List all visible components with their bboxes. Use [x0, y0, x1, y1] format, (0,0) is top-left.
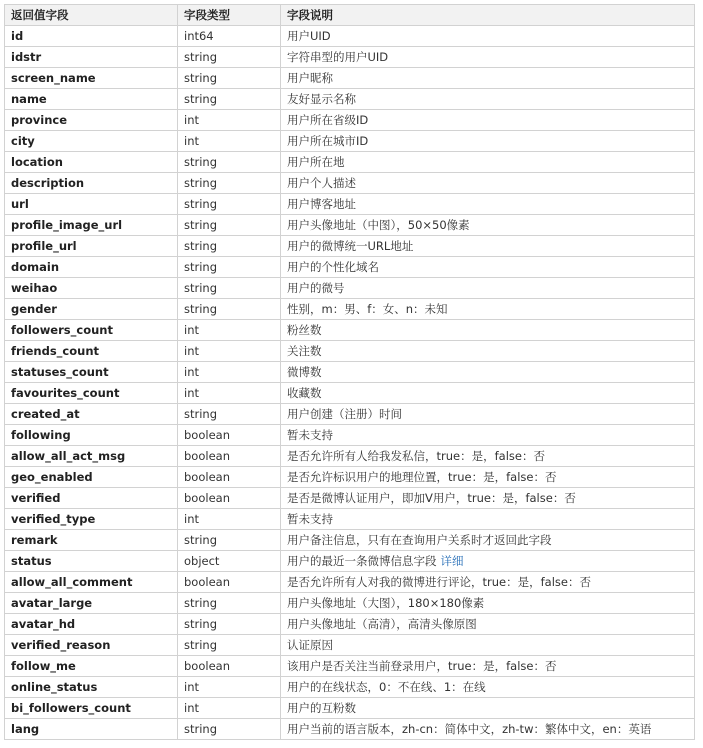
table-row — [5, 152, 695, 173]
field-description-cell — [281, 446, 695, 467]
field-name-cell: friends_count — [5, 341, 178, 362]
field-description-cell — [281, 488, 695, 509]
field-type-cell: int — [178, 131, 281, 152]
field-description-text: 暂未支持 — [287, 512, 333, 526]
field-description-cell — [281, 26, 695, 47]
field-type-cell: int — [178, 110, 281, 131]
field-description-text: 认证原因 — [287, 638, 333, 652]
table-row — [5, 635, 695, 656]
field-name-cell: lang — [5, 719, 178, 740]
field-type-cell: boolean — [178, 572, 281, 593]
field-description-text: 用户所在城市ID — [287, 134, 369, 148]
field-type-cell: string — [178, 194, 281, 215]
field-name-cell: verified_reason — [5, 635, 178, 656]
field-description-text: 用户的个性化域名 — [287, 260, 379, 274]
field-name-cell: url — [5, 194, 178, 215]
field-description-text: 用户所在地 — [287, 155, 345, 169]
table-row — [5, 467, 695, 488]
field-name-cell: created_at — [5, 404, 178, 425]
field-name-cell: location — [5, 152, 178, 173]
field-description-cell — [281, 551, 695, 572]
field-description-cell — [281, 341, 695, 362]
field-description-cell — [281, 698, 695, 719]
field-type-cell: string — [178, 236, 281, 257]
field-type-cell: string — [178, 89, 281, 110]
field-type-cell: string — [178, 278, 281, 299]
table-row — [5, 299, 695, 320]
field-type-cell: boolean — [178, 467, 281, 488]
table-row — [5, 47, 695, 68]
field-name-cell: status — [5, 551, 178, 572]
field-description-text: 用户当前的语言版本，zh-cn：简体中文，zh-tw：繁体中文，en：英语 — [287, 722, 652, 736]
table-row — [5, 488, 695, 509]
field-name-cell: profile_url — [5, 236, 178, 257]
field-description-text: 用户创建（注册）时间 — [287, 407, 402, 421]
field-name-cell: id — [5, 26, 178, 47]
field-description-cell — [281, 215, 695, 236]
table-row — [5, 215, 695, 236]
field-description-text: 友好显示名称 — [287, 92, 356, 106]
table-row — [5, 614, 695, 635]
field-description-cell — [281, 194, 695, 215]
table-row — [5, 131, 695, 152]
field-type-cell: int64 — [178, 26, 281, 47]
field-type-cell: string — [178, 299, 281, 320]
field-name-cell: followers_count — [5, 320, 178, 341]
field-type-cell: string — [178, 635, 281, 656]
field-description-text: 字符串型的用户UID — [287, 50, 389, 64]
field-description-cell — [281, 614, 695, 635]
field-name-cell: weihao — [5, 278, 178, 299]
table-row — [5, 593, 695, 614]
field-name-cell: verified_type — [5, 509, 178, 530]
header-field: 返回值字段 — [5, 5, 178, 26]
field-description-text: 微博数 — [287, 365, 322, 379]
field-type-cell: int — [178, 362, 281, 383]
field-name-cell: domain — [5, 257, 178, 278]
table-row — [5, 698, 695, 719]
table-row — [5, 341, 695, 362]
field-name-cell: verified — [5, 488, 178, 509]
field-description-text: 用户UID — [287, 29, 331, 43]
field-type-cell: string — [178, 593, 281, 614]
field-name-cell: avatar_large — [5, 593, 178, 614]
field-name-cell: remark — [5, 530, 178, 551]
header-row — [5, 5, 695, 26]
field-type-cell: string — [178, 614, 281, 635]
field-name-cell: screen_name — [5, 68, 178, 89]
field-name-cell: follow_me — [5, 656, 178, 677]
field-type-cell: string — [178, 47, 281, 68]
header-description: 字段说明 — [281, 5, 695, 26]
field-type-cell: string — [178, 152, 281, 173]
field-name-cell: online_status — [5, 677, 178, 698]
field-description-text: 用户昵称 — [287, 71, 333, 85]
table-row — [5, 656, 695, 677]
field-type-cell: int — [178, 320, 281, 341]
table-row — [5, 68, 695, 89]
field-description-cell — [281, 320, 695, 341]
field-description-cell — [281, 719, 695, 740]
field-description-cell — [281, 110, 695, 131]
table-row — [5, 110, 695, 131]
table-row — [5, 383, 695, 404]
field-description-cell — [281, 425, 695, 446]
field-description-cell — [281, 593, 695, 614]
field-description-text: 关注数 — [287, 344, 322, 358]
field-type-cell: int — [178, 677, 281, 698]
table-row — [5, 572, 695, 593]
field-description-cell — [281, 278, 695, 299]
field-name-cell: description — [5, 173, 178, 194]
field-description-text: 该用户是否关注当前登录用户，true：是，false：否 — [287, 659, 557, 673]
table-row — [5, 26, 695, 47]
field-description-text: 用户头像地址（高清），高清头像原图 — [287, 617, 477, 631]
field-type-cell: string — [178, 530, 281, 551]
field-type-cell: boolean — [178, 656, 281, 677]
field-description-cell — [281, 362, 695, 383]
field-type-cell: int — [178, 509, 281, 530]
table-row — [5, 551, 695, 572]
field-description-text: 用户所在省级ID — [287, 113, 369, 127]
table-row — [5, 320, 695, 341]
field-name-cell: province — [5, 110, 178, 131]
field-description-text: 是否允许所有人给我发私信，true：是，false：否 — [287, 449, 545, 463]
field-name-cell: allow_all_comment — [5, 572, 178, 593]
field-type-cell: string — [178, 173, 281, 194]
field-description-text: 用户的微号 — [287, 281, 345, 295]
field-description-cell — [281, 572, 695, 593]
table-row — [5, 719, 695, 740]
field-type-cell: int — [178, 341, 281, 362]
field-description-cell — [281, 152, 695, 173]
table-row — [5, 509, 695, 530]
field-type-cell: boolean — [178, 488, 281, 509]
field-description-text: 性别，m：男、f：女、n：未知 — [287, 302, 448, 316]
field-description-text: 用户备注信息，只有在查询用户关系时才返回此字段 — [287, 533, 552, 547]
field-name-cell: gender — [5, 299, 178, 320]
field-description-cell — [281, 131, 695, 152]
field-description-text: 暂未支持 — [287, 428, 333, 442]
field-description-cell — [281, 383, 695, 404]
table-row — [5, 194, 695, 215]
field-description-text: 是否允许标识用户的地理位置，true：是，false：否 — [287, 470, 557, 484]
table-row — [5, 446, 695, 467]
field-description-text: 用户的互粉数 — [287, 701, 356, 715]
field-description-cell — [281, 509, 695, 530]
field-description-cell — [281, 404, 695, 425]
field-name-cell: bi_followers_count — [5, 698, 178, 719]
field-type-cell: string — [178, 68, 281, 89]
field-type-cell: object — [178, 551, 281, 572]
field-description-cell — [281, 173, 695, 194]
field-description-text: 用户的微博统一URL地址 — [287, 239, 414, 253]
field-name-cell: favourites_count — [5, 383, 178, 404]
field-name-cell: following — [5, 425, 178, 446]
field-type-cell: boolean — [178, 425, 281, 446]
field-name-cell: allow_all_act_msg — [5, 446, 178, 467]
table-row — [5, 236, 695, 257]
field-name-cell: profile_image_url — [5, 215, 178, 236]
field-description-text: 用户个人描述 — [287, 176, 356, 190]
field-description-cell — [281, 656, 695, 677]
table-body — [5, 26, 695, 740]
field-description-text: 是否允许所有人对我的微博进行评论，true：是，false：否 — [287, 575, 591, 589]
field-description-text: 收藏数 — [287, 386, 322, 400]
field-description-cell — [281, 677, 695, 698]
field-description-text: 用户的在线状态，0：不在线、1：在线 — [287, 680, 486, 694]
field-description-cell — [281, 68, 695, 89]
field-description-cell — [281, 89, 695, 110]
field-description-cell — [281, 47, 695, 68]
table-row — [5, 173, 695, 194]
api-fields-table-container — [4, 4, 695, 740]
header-type: 字段类型 — [178, 5, 281, 26]
field-description-cell — [281, 530, 695, 551]
field-type-cell: boolean — [178, 446, 281, 467]
table-row — [5, 677, 695, 698]
field-name-cell: idstr — [5, 47, 178, 68]
field-description-cell — [281, 467, 695, 488]
field-description-text: 粉丝数 — [287, 323, 322, 337]
field-description-text: 用户头像地址（中图），50×50像素 — [287, 218, 470, 232]
field-type-cell: string — [178, 257, 281, 278]
field-name-cell: avatar_hd — [5, 614, 178, 635]
field-type-cell: string — [178, 719, 281, 740]
api-fields-table — [4, 4, 695, 740]
field-type-cell: int — [178, 383, 281, 404]
field-description-cell — [281, 257, 695, 278]
field-description-text: 用户头像地址（大图），180×180像素 — [287, 596, 485, 610]
field-name-cell: statuses_count — [5, 362, 178, 383]
table-row — [5, 404, 695, 425]
table-row — [5, 89, 695, 110]
field-description-text: 用户的最近一条微博信息字段 — [287, 554, 437, 568]
detail-link[interactable]: 详细 — [440, 554, 464, 568]
field-name-cell: geo_enabled — [5, 467, 178, 488]
field-name-cell: city — [5, 131, 178, 152]
field-type-cell: string — [178, 215, 281, 236]
field-description-cell — [281, 299, 695, 320]
field-type-cell: string — [178, 404, 281, 425]
field-description-cell — [281, 236, 695, 257]
field-description-text: 是否是微博认证用户，即加V用户，true：是，false：否 — [287, 491, 576, 505]
field-description-text: 用户博客地址 — [287, 197, 356, 211]
field-type-cell: int — [178, 698, 281, 719]
table-row — [5, 530, 695, 551]
table-row — [5, 257, 695, 278]
table-row — [5, 362, 695, 383]
table-row — [5, 425, 695, 446]
field-description-cell — [281, 635, 695, 656]
field-name-cell: name — [5, 89, 178, 110]
table-row — [5, 278, 695, 299]
table-header — [5, 5, 695, 26]
